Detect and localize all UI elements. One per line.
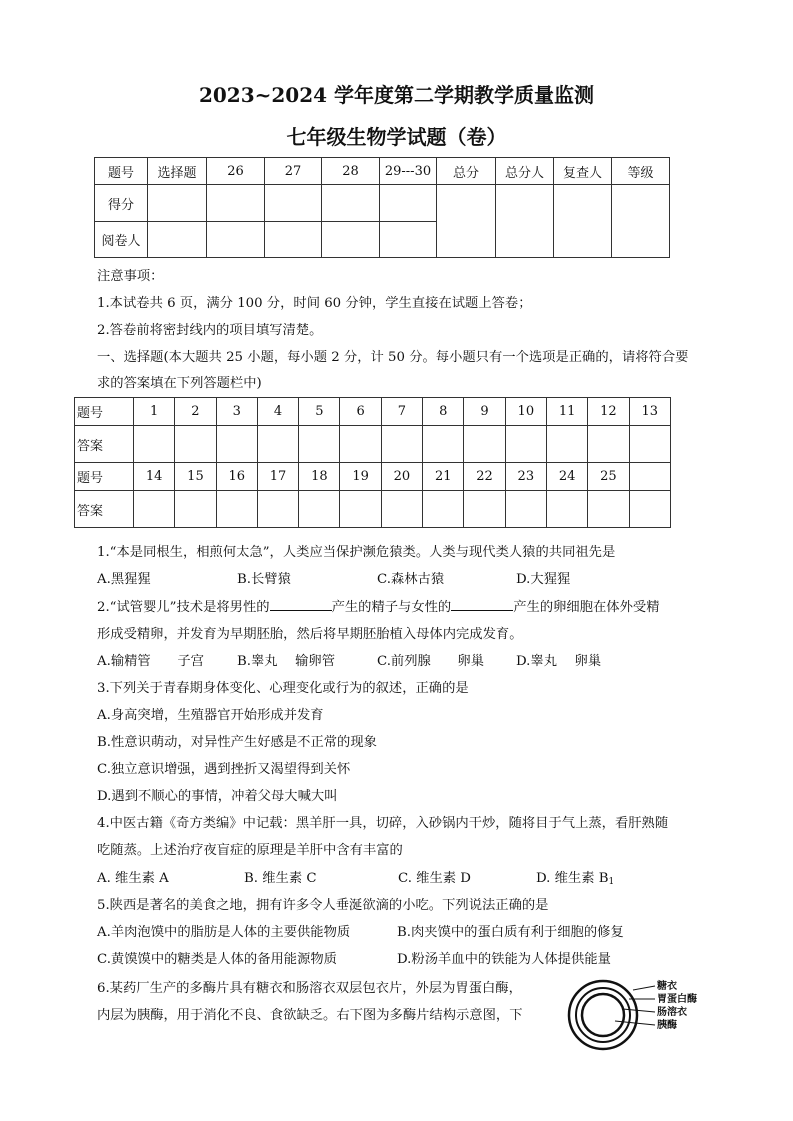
- question-number: 16: [216, 463, 257, 491]
- question-2-stem: [97, 596, 660, 615]
- note-item: 2.答卷前将密封线内的项目填写清楚。: [97, 323, 323, 338]
- q5-option-b[interactable]: B.肉夹馍中的蛋白质有利于细胞的修复: [397, 925, 624, 940]
- q2-blank-2[interactable]: [451, 598, 513, 611]
- question-number: [629, 463, 670, 491]
- pepsin-ring: [576, 988, 630, 1042]
- score-header-cell: 28: [322, 158, 380, 185]
- answer-cell[interactable]: [464, 491, 505, 528]
- q4-option-d-label: D. 维生素 B: [536, 871, 609, 886]
- q4-option-d[interactable]: [536, 867, 614, 887]
- answer-cell[interactable]: [629, 491, 670, 528]
- answer-cell[interactable]: [175, 491, 216, 528]
- answer-cell[interactable]: [216, 491, 257, 528]
- score-cell[interactable]: [380, 185, 437, 222]
- question-4-stem-cont: 吃随蒸。上述治疗夜盲症的原理是羊肝中含有丰富的: [97, 843, 403, 858]
- total-score-cell[interactable]: [437, 185, 496, 258]
- answer-cell[interactable]: [134, 426, 175, 463]
- question-number: 2: [175, 398, 216, 426]
- question-number: 11: [546, 398, 587, 426]
- score-header-cell: 26: [207, 158, 265, 185]
- q4-option-d-subscript: 1: [608, 877, 615, 887]
- answer-table-a-label: 答案: [75, 491, 134, 528]
- enteric-coat-ring: [582, 994, 624, 1036]
- question-number: 23: [505, 463, 546, 491]
- answer-cell[interactable]: [257, 491, 298, 528]
- answer-table-q-label: 题号: [75, 463, 134, 491]
- answer-cell[interactable]: [340, 426, 381, 463]
- question-number: 24: [546, 463, 587, 491]
- q2-stem-part: 2.“试管婴儿”技术是将男性的: [97, 600, 270, 615]
- answer-cell[interactable]: [546, 426, 587, 463]
- q2-option-b[interactable]: B.睾丸 输卵管: [237, 654, 336, 669]
- answer-cell[interactable]: [505, 491, 546, 528]
- note-item: 1.本试卷共 6 页，满分 100 分，时间 60 分钟，学生直接在试题上答卷；: [97, 296, 532, 311]
- grader-cell[interactable]: [380, 222, 437, 258]
- figure-label-pepsin: 胃蛋白酶: [657, 994, 697, 1005]
- score-header-cell: 选择题: [148, 158, 207, 185]
- question-number: 3: [216, 398, 257, 426]
- grader-cell[interactable]: [265, 222, 322, 258]
- question-number: 14: [134, 463, 175, 491]
- question-1-stem: 1.“本是同根生，相煎何太急”，人类应当保护濒危猿类。人类与现代类人猿的共同祖先是: [97, 545, 616, 560]
- question-number: 13: [629, 398, 670, 426]
- answer-cell[interactable]: [299, 491, 340, 528]
- question-number: 25: [588, 463, 629, 491]
- q1-option-d[interactable]: D.大猩猩: [516, 572, 571, 587]
- q4-option-c[interactable]: C. 维生素 D: [398, 871, 471, 886]
- q1-option-b[interactable]: B.长臂猿: [237, 572, 291, 587]
- answer-cell[interactable]: [257, 426, 298, 463]
- q1-option-a[interactable]: A.黑猩猩: [97, 572, 151, 587]
- question-number: 12: [588, 398, 629, 426]
- question-number: 22: [464, 463, 505, 491]
- exam-title: 2023~2024 学年度第二学期教学质量监测: [198, 83, 595, 107]
- q2-blank-1[interactable]: [270, 598, 332, 611]
- question-number: 7: [381, 398, 422, 426]
- q4-option-a[interactable]: A. 维生素 A: [97, 871, 169, 886]
- q2-stem-part: 产生的卵细胞在体外受精: [513, 600, 660, 615]
- sugar-coat-ring: [569, 981, 637, 1049]
- question-2-stem-cont: 形成受精卵，并发育为早期胚胎，然后将早期胚胎植入母体内完成发育。: [97, 627, 523, 642]
- score-header-cell: 题号: [95, 158, 148, 185]
- total-scorer-cell[interactable]: [496, 185, 554, 258]
- answer-cell[interactable]: [340, 491, 381, 528]
- q2-stem-part: 产生的精子与女性的: [331, 600, 452, 615]
- question-4-stem: 4.中医古籍《奇方类编》中记载：黑羊肝一具，切碎，入砂锅内干炒，随将目于气上蒸，看肝熟随: [97, 816, 669, 831]
- answer-cell[interactable]: [216, 426, 257, 463]
- answer-cell[interactable]: [423, 491, 464, 528]
- q2-option-a[interactable]: A.输精管 子宫: [97, 654, 204, 669]
- question-number: 15: [175, 463, 216, 491]
- label-leader: [623, 1009, 655, 1012]
- exam-subtitle: 七年级生物学试题（卷）: [286, 125, 507, 149]
- answer-cell[interactable]: [381, 426, 422, 463]
- score-cell[interactable]: [148, 185, 207, 222]
- question-number: 9: [464, 398, 505, 426]
- answer-cell[interactable]: [588, 426, 629, 463]
- score-cell[interactable]: [207, 185, 265, 222]
- question-3-stem: 3.下列关于青春期身体变化、心理变化或行为的叙述，正确的是: [97, 681, 469, 696]
- score-table: [94, 157, 670, 258]
- question-number: 21: [423, 463, 464, 491]
- answer-cell[interactable]: [505, 426, 546, 463]
- notes-title: 注意事项：: [97, 269, 164, 284]
- q3-option-b[interactable]: B.性意识萌动，对异性产生好感是不正常的现象: [97, 735, 377, 750]
- multi-enzyme-tablet-diagram: [565, 975, 715, 1055]
- label-leader: [633, 986, 655, 990]
- question-number: 20: [381, 463, 422, 491]
- question-number: 10: [505, 398, 546, 426]
- q3-option-d[interactable]: D.遇到不顺心的事情，冲着父母大喊大叫: [97, 789, 338, 804]
- q5-option-a[interactable]: A.羊肉泡馍中的脂肪是人体的主要供能物质: [97, 925, 351, 940]
- q5-option-d[interactable]: D.粉汤羊血中的铁能为人体提供能量: [397, 952, 611, 967]
- q2-option-c[interactable]: C.前列腺 卵巢: [377, 654, 485, 669]
- grader-cell[interactable]: [207, 222, 265, 258]
- score-header-cell: 复查人: [554, 158, 612, 185]
- score-header-cell: 29---30: [380, 158, 437, 185]
- score-row-label: 得分: [95, 185, 148, 222]
- grader-cell[interactable]: [322, 222, 380, 258]
- question-number: 17: [257, 463, 298, 491]
- score-header-cell: 27: [265, 158, 322, 185]
- question-number: 6: [340, 398, 381, 426]
- score-cell[interactable]: [265, 185, 322, 222]
- answer-table-a-label: 答案: [75, 426, 134, 463]
- answer-cell[interactable]: [588, 491, 629, 528]
- question-number: 19: [340, 463, 381, 491]
- grade-cell[interactable]: [612, 185, 670, 258]
- score-header-cell: 等级: [612, 158, 670, 185]
- q2-option-d[interactable]: D.睾丸 卵巢: [516, 654, 602, 669]
- figure-label-pancreatin: 胰酶: [657, 1020, 677, 1031]
- answer-table: [74, 397, 671, 528]
- section-heading-cont: 求的答案填在下列答题栏中): [97, 376, 262, 391]
- answer-cell[interactable]: [381, 491, 422, 528]
- question-number: 1: [134, 398, 175, 426]
- answer-cell[interactable]: [175, 426, 216, 463]
- grader-cell[interactable]: [148, 222, 207, 258]
- q1-option-c[interactable]: C.森林古猿: [377, 572, 445, 587]
- answer-table-q-label: 题号: [75, 398, 134, 426]
- q4-option-b[interactable]: B. 维生素 C: [244, 871, 317, 886]
- answer-cell[interactable]: [423, 426, 464, 463]
- question-number: 18: [299, 463, 340, 491]
- section-heading: 一、选择题(本大题共 25 小题，每小题 2 分，计 50 分。每小题只有一个选项是正确的，请将符合要: [97, 350, 689, 365]
- answer-cell[interactable]: [546, 491, 587, 528]
- score-cell[interactable]: [322, 185, 380, 222]
- question-6-stem: 6.某药厂生产的多酶片具有糖衣和肠溶衣双层包衣片，外层为胃蛋白酶，: [97, 981, 522, 996]
- figure-label-enteric-coat: 肠溶衣: [657, 1007, 687, 1018]
- answer-cell[interactable]: [134, 491, 175, 528]
- question-6-stem-cont: 内层为胰酶，用于消化不良、食欲缺乏。右下图为多酶片结构示意图，下: [97, 1008, 523, 1023]
- reviewer-cell[interactable]: [554, 185, 612, 258]
- q5-option-c[interactable]: C.黄馍馍中的糖类是人体的备用能源物质: [97, 952, 337, 967]
- score-row-label: 阅卷人: [95, 222, 148, 258]
- answer-cell[interactable]: [464, 426, 505, 463]
- q3-option-a[interactable]: A.身高突增，生殖器官开始形成并发育: [97, 708, 324, 723]
- answer-cell[interactable]: [299, 426, 340, 463]
- question-number: 5: [299, 398, 340, 426]
- score-header-cell: 总分人: [496, 158, 554, 185]
- question-5-stem: 5.陕西是著名的美食之地，拥有许多令人垂涎欲滴的小吃。下列说法正确的是: [97, 898, 549, 913]
- question-number: 8: [423, 398, 464, 426]
- q3-option-c[interactable]: C.独立意识增强，遇到挫折又渴望得到关怀: [97, 762, 351, 777]
- figure-label-sugar-coat: 糖衣: [657, 981, 677, 992]
- answer-cell[interactable]: [629, 426, 670, 463]
- score-header-cell: 总分: [437, 158, 496, 185]
- question-number: 4: [257, 398, 298, 426]
